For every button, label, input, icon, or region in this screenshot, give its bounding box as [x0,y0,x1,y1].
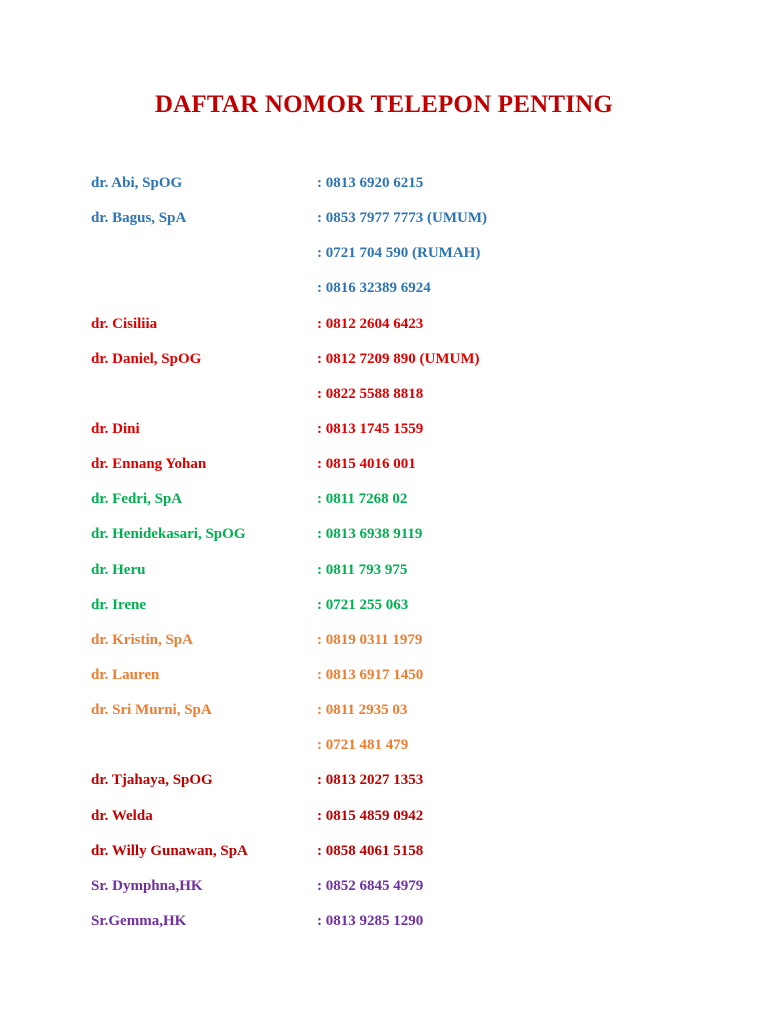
contact-phone: : 0721 704 590 (RUMAH) [317,245,481,262]
contact-phone: : 0813 2027 1353 [317,772,424,789]
contact-name: Sr. Dymphna,HK [91,877,203,894]
contact-name: dr. Ennang Yohan [91,456,207,473]
contact-phone: : 0721 481 479 [317,737,409,754]
contact-phone: : 0813 9285 1290 [317,912,424,929]
contact-name: dr. Irene [91,596,147,613]
contact-phone: : 0721 255 063 [317,596,409,613]
contact-row [91,277,691,312]
contact-name: dr. Willy Gunawan, SpA [91,842,248,859]
contact-name: dr. Tjahaya, SpOG [91,772,213,789]
contact-name: dr. Kristin, SpA [91,631,193,648]
contact-name: dr. Abi, SpOG [91,175,183,191]
contact-name: dr. Sri Murni, SpA [91,702,212,719]
contact-name: dr. Lauren [91,666,160,683]
contact-phone: : 0812 7209 890 (UMUM) [317,350,480,367]
contact-row [91,840,691,875]
contact-phone: : 0813 6917 1450 [317,666,424,683]
contact-name: dr. Fedri, SpA [91,491,183,508]
contact-phone: : 0819 0311 1979 [317,631,423,648]
contact-row [91,875,691,910]
contact-phone: : 0853 7977 7773 (UMUM) [317,210,487,227]
contact-row [91,910,691,945]
contact-row [91,769,691,804]
contact-phone: : 0811 2935 03 [317,702,408,719]
contact-phone: : 0816 32389 6924 [317,280,431,297]
page-title: DAFTAR NOMOR TELEPON PENTING [154,91,614,118]
contact-row [91,172,691,207]
contact-phone: : 0811 793 975 [317,561,408,578]
contact-row [91,559,691,594]
contact-row [91,629,691,664]
contact-phone: : 0811 7268 02 [317,491,408,508]
contact-name: dr. Daniel, SpOG [91,350,202,367]
contact-name: dr. Henidekasari, SpOG [91,526,246,543]
contact-row [91,348,691,383]
contact-row [91,418,691,453]
contact-row [91,594,691,629]
contact-name: dr. Bagus, SpA [91,210,187,227]
contact-row [91,488,691,523]
contact-name: dr. Cisiliia [91,315,158,332]
contact-row [91,313,691,348]
contact-phone: : 0852 6845 4979 [317,877,424,894]
contact-row [91,734,691,769]
contact-phone: : 0822 5588 8818 [317,385,424,402]
contact-row [91,664,691,699]
contact-name: dr. Welda [91,807,153,824]
contact-phone: : 0815 4016 001 [317,456,416,473]
contact-row [91,242,691,277]
contact-phone: : 0813 1745 1559 [317,420,424,437]
contact-row [91,523,691,558]
contact-row [91,383,691,418]
contact-phone: : 0812 2604 6423 [317,315,424,332]
contact-name: dr. Dini [91,420,140,437]
contact-phone: : 0815 4859 0942 [317,807,424,824]
contact-row [91,805,691,840]
contact-list [91,172,691,945]
contact-name: dr. Heru [91,561,146,578]
contact-phone: : 0813 6938 9119 [317,526,423,543]
contact-row [91,207,691,242]
contact-name: Sr.Gemma,HK [91,912,187,929]
contact-phone: : 0858 4061 5158 [317,842,424,859]
contact-row [91,453,691,488]
contact-phone: : 0813 6920 6215 [317,175,424,191]
contact-row [91,699,691,734]
